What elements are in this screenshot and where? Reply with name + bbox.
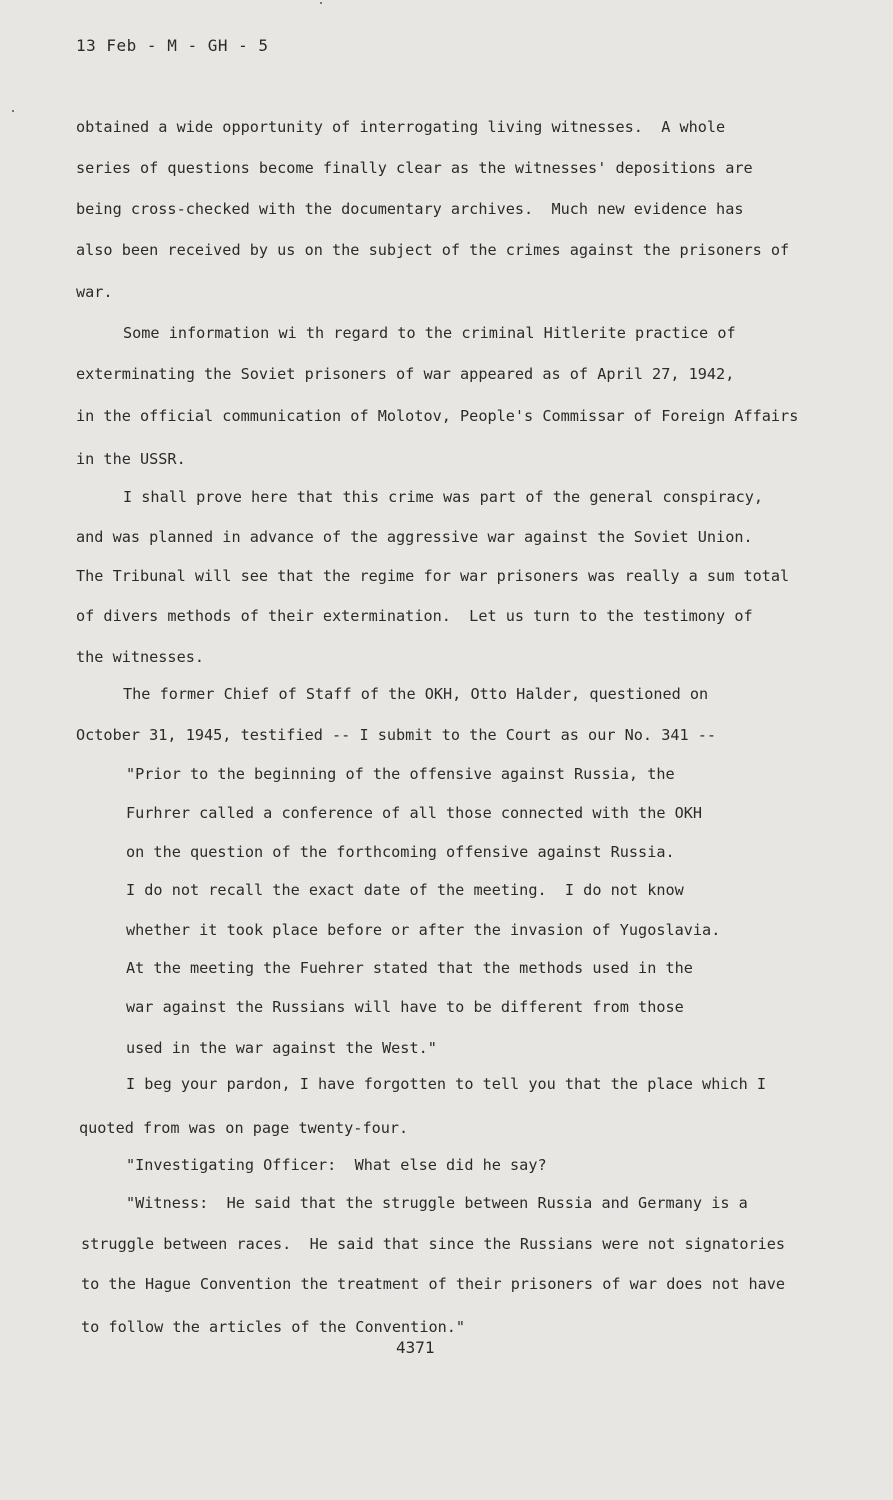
text-line: I shall prove here that this crime was part of the general conspiracy, [123,488,764,506]
text-line: war. [76,283,113,301]
text-line: I beg your pardon, I have forgotten to tell you that the place which I [126,1075,767,1093]
text-line: series of questions become finally clear as the witnesses' depositions are [76,159,753,177]
text-line: to the Hague Convention the treatment of their prisoners of war does not have [81,1275,786,1293]
text-line: of divers methods of their extermination. Let us turn to the testimony of [76,607,753,625]
text-line: and was planned in advance of the aggressive war against the Soviet Union. [76,528,753,546]
text-line: also been received by us on the subject of the crimes against the prisoners of [76,241,790,259]
text-line: struggle between races. He said that since the Russians were not signatories [81,1235,786,1253]
page-header: 13 Feb - M - GH - 5 [76,36,269,55]
quote-line: "Prior to the beginning of the offensive against Russia, the [126,765,675,783]
text-line: to follow the articles of the Convention." [81,1318,466,1336]
text-line: being cross-checked with the documentary archives. Much new evidence has [76,200,744,218]
quote-line: Furhrer called a conference of all those connected with the OKH [126,804,703,822]
quote-line: on the question of the forthcoming offensive against Russia. [126,843,675,861]
text-line: quoted from was on page twenty-four. [79,1119,409,1137]
page-number: 4371 [396,1338,435,1357]
quote-line: I do not recall the exact date of the meeting. I do not know [126,881,684,899]
text-line: "Investigating Officer: What else did he say? [126,1156,547,1174]
text-line: in the USSR. [76,450,186,468]
text-line: "Witness: He said that the struggle between Russia and Germany is a [126,1194,748,1212]
paper-speck [320,2,322,4]
text-line: the witnesses. [76,648,205,666]
paper-speck [12,110,14,112]
quote-line: used in the war against the West." [126,1039,437,1057]
quote-line: At the meeting the Fuehrer stated that the methods used in the [126,959,693,977]
text-line: exterminating the Soviet prisoners of war appeared as of April 27, 1942, [76,365,735,383]
text-line: obtained a wide opportunity of interrogating living witnesses. A whole [76,118,726,136]
quote-line: war against the Russians will have to be different from those [126,998,684,1016]
text-line: in the official communication of Molotov, People's Commissar of Foreign Affairs [76,407,799,425]
text-line: The Tribunal will see that the regime for war prisoners was really a sum total [76,567,790,585]
quote-line: whether it took place before or after the invasion of Yugoslavia. [126,921,721,939]
text-line: October 31, 1945, testified -- I submit to the Court as our No. 341 -- [76,726,717,744]
text-line: The former Chief of Staff of the OKH, Otto Halder, questioned on [123,685,709,703]
text-line: Some information wi th regard to the criminal Hitlerite practice of [123,324,736,342]
